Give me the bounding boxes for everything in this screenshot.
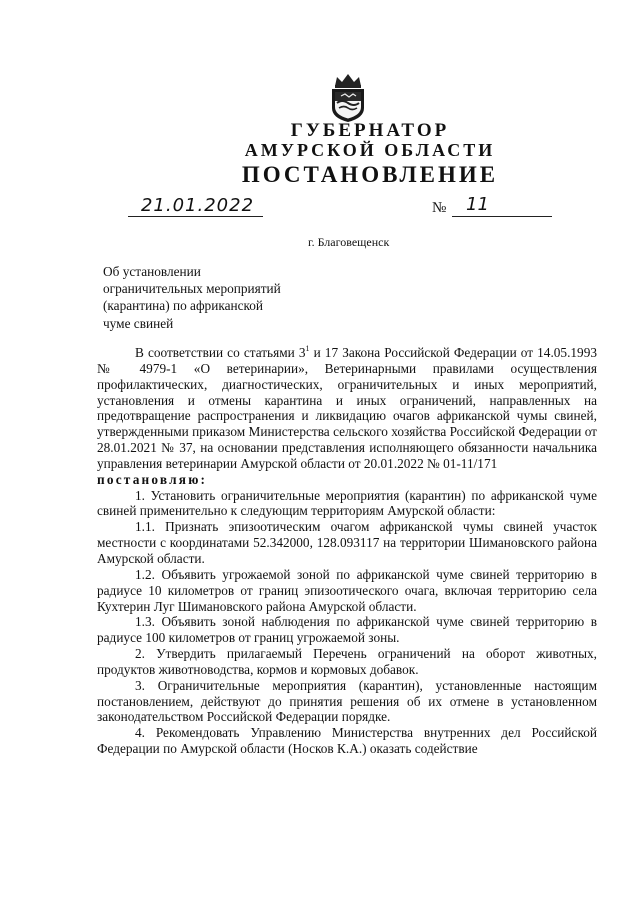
- amur-coat-of-arms-icon: [327, 72, 369, 124]
- city-line: г. Благовещенск: [308, 235, 390, 249]
- clause-1-3: 1.3. Объявить зоной наблюдения по африканской чуме свиней территорию в радиусе 100 километров от границ угрожаемой зоны.: [97, 614, 597, 646]
- clause-1-2: 1.2. Объявить угрожаемой зоной по африканской чуме свиней территорию в радиусе 10 километров от границ эпизоотического очага, включая территорию села Кухтерин Луг Шимановского района Амурской области.: [97, 566, 597, 614]
- subject-line: Об установлении: [103, 264, 201, 279]
- document-number: 11: [466, 194, 489, 215]
- date-underline: [128, 216, 263, 217]
- clause-4: 4. Рекомендовать Управлению Министерства внутренних дел Российской Федерации по Амурской области (Носков К.А.) оказать содействие: [97, 725, 597, 757]
- number-underline: [452, 216, 552, 217]
- document-date: 21.01.2022: [140, 195, 255, 216]
- subject-line: ограничительных мероприятий: [103, 281, 281, 297]
- intro-text-rest: и 17 Закона Российской Федерации от 14.05.1993 № 4979-1 «О ветеринарии», Ветеринарными правилами осуществления профилактических, диагностических, ограничительных и иных мероприятий, установления и отмены карантина и иных ограничений, направленных на предотвращение распространения и ликвидацию очагов африканской чумы свиней, утвержденными приказом Министерства сельского хозяйства Российской Федерации от 28.01.2021 № 37, на основании представления исполняющего обязанности начальника управления ветеринарии Амурской области от 20.01.2022 № 01-11/171: [97, 345, 597, 471]
- article-superscript: 1: [305, 344, 310, 353]
- intro-paragraph: [97, 345, 597, 472]
- subject-line: чуме свиней: [103, 315, 174, 331]
- document-subject: [103, 263, 333, 332]
- clause-1-1: 1.1. Признать эпизоотическим очагом африканской чумы свиней участок местности с координатами 52.342000, 128.093117 на территории Шимановского района Амурской области.: [97, 519, 597, 566]
- document-type-title: ПОСТАНОВЛЕНИЕ: [241, 162, 499, 187]
- intro-text: В соответствии со статьями 3: [135, 345, 306, 360]
- clause-2: 2. Утвердить прилагаемый Перечень ограничений на оборот животных, продуктов животноводства, кормов и кормовых добавок.: [97, 646, 597, 677]
- number-label: №: [432, 200, 447, 216]
- document-body: [97, 345, 597, 757]
- subject-line: (карантина) по африканской: [103, 298, 264, 314]
- clause-1: 1. Установить ограничительные мероприятия (карантин) по африканской чуме свиней применительно к следующим территориям Амурской области:: [97, 487, 597, 519]
- authority-region: АМУРСКОЙ ОБЛАСТИ: [244, 140, 496, 160]
- authority-title: ГУБЕРНАТОР: [290, 120, 450, 141]
- decree-word: постановляю:: [97, 471, 208, 487]
- clause-3: 3. Ограничительные мероприятия (карантин), установленные настоящим постановлением, действуют до принятия решения об их отмене в установленном законодательством Российской Федерации порядке.: [97, 677, 597, 725]
